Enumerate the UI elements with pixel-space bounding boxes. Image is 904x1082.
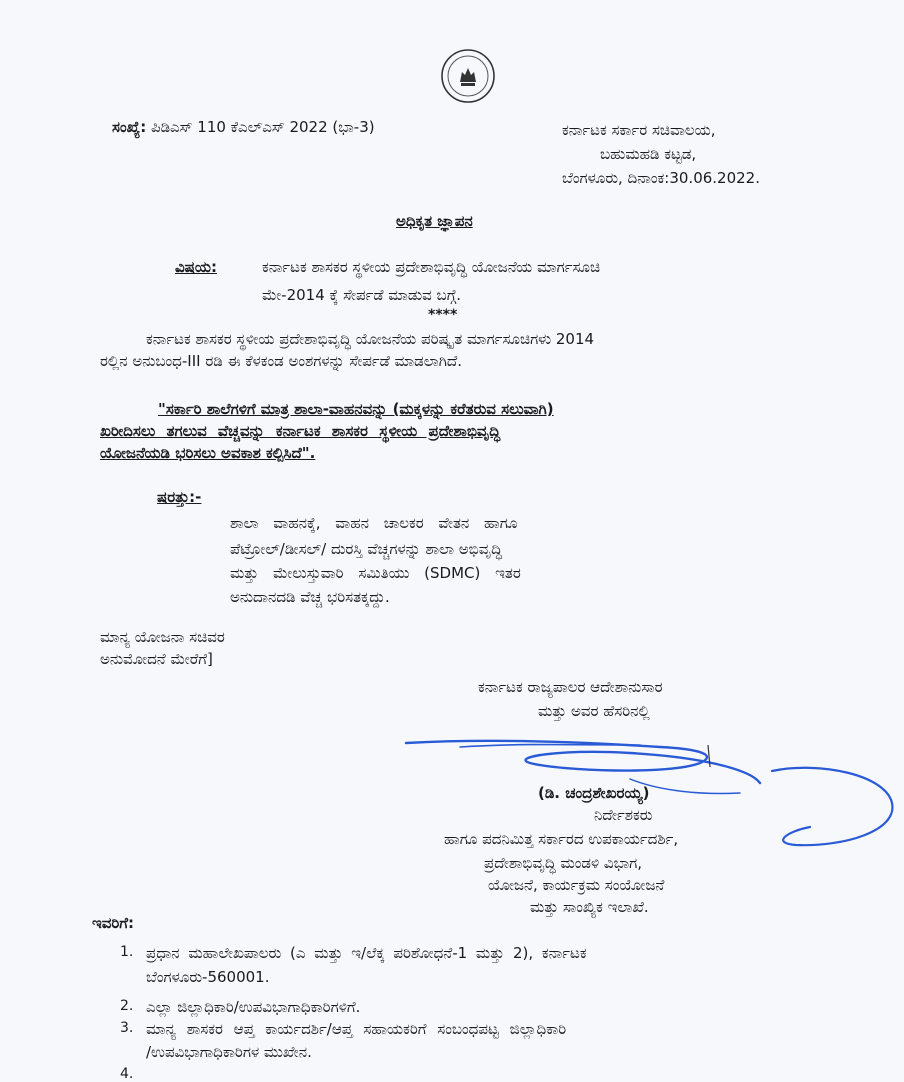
subject-line: ಮೇ-2014 ಕ್ಕೆ ಸೇರ್ಪಡೆ ಮಾಡುವ ಬಗ್ಗೆ.	[262, 286, 462, 304]
office-line: ಕರ್ನಾಟಕ ಸರ್ಕಾರ ಸಚಿವಾಲಯ,	[562, 121, 716, 139]
recipient-line: ಎಲ್ಲಾ ಜಿಲ್ಲಾಧಿಕಾರಿ/ಉಪವಿಭಾಗಾಧಿಕಾರಿಗಳಿಗೆ.	[146, 998, 361, 1016]
approval-line: ಮಾನ್ಯ ಯೋಜನಾ ಸಚಿವರ	[100, 628, 225, 646]
intro-line: ರಲ್ಲಿನ ಅನುಬಂಧ-III ರಡಿ ಈ ಕೆಳಕಂಡ ಅಂಶಗಳನ್ನು ಸೇರ್ಪಡೆ ಮಾಡಲಾಗಿದೆ.	[100, 352, 462, 370]
recipients-label: ಇವರಿಗೆ:	[92, 914, 135, 932]
condition-line: ಶಾಲಾ ವಾಹನಕ್ಕೆ, ವಾಹನ ಚಾಲಕರ ವೇತನ ಹಾಗೂ	[230, 514, 518, 532]
recipient-number: 4.	[120, 1066, 134, 1082]
karnataka-emblem-icon	[440, 48, 496, 104]
recipient-number: 3.	[120, 1020, 134, 1036]
reference-number: ಪಿಡಿಎಸ್ 110 ಕೆಎಲ್ಎಸ್ 2022 (ಭಾ-3)	[150, 118, 375, 136]
reference-line	[112, 118, 375, 136]
recipient-number: 2.	[120, 998, 134, 1014]
recipient-line: /ಉಪವಿಭಾಗಾಧಿಕಾರಿಗಳ ಮುಖೇನ.	[146, 1043, 312, 1061]
subject-separator: ****	[428, 307, 458, 323]
condition-line: ಮತ್ತು ಮೇಲುಸ್ತುವಾರಿ ಸಮಿತಿಯು (SDMC) ಇತರ	[230, 564, 521, 582]
memo-title: ಅಧಿಕೃತ ಜ್ಞಾಪನ	[396, 212, 473, 230]
quote-line: ಖರೀದಿಸಲು ತಗಲುವ ವೆಚ್ಚವನ್ನು ಕರ್ನಾಟಕ ಶಾಸಕರ ಸ್ಥಳೀಯ ಪ್ರದೇಶಾಭಿವೃದ್ಧಿ	[100, 422, 501, 440]
condition-label: ಷರತ್ತು:-	[157, 488, 202, 506]
recipient-number: 1.	[120, 944, 134, 960]
quote-line: ಯೋಜನೆಯಡಿ ಭರಿಸಲು ಅವಕಾಶ ಕಲ್ಪಿಸಿದೆ".	[100, 444, 316, 462]
condition-line: ಅನುದಾನದಡಿ ವೆಚ್ಚ ಭರಿಸತಕ್ಕದ್ದು.	[230, 588, 390, 606]
subject-label: ವಿಷಯ:	[175, 258, 217, 276]
approval-line: ಅನುಮೋದನೆ ಮೇರೆಗೆ]	[100, 650, 213, 668]
recipient-line: ಬೆಂಗಳೂರು-560001.	[146, 968, 270, 986]
authority-line: ಮತ್ತು ಅವರ ಹೆಸರಿನಲ್ಲಿ	[538, 702, 650, 720]
condition-line: ಪೆಟ್ರೋಲ್/ಡೀಸಲ್/ ದುರಸ್ತಿ ವೆಚ್ಚಗಳನ್ನು ಶಾಲಾ ಅಭಿವೃದ್ಧಿ	[230, 540, 503, 558]
signatory-designation: ಪ್ರದೇಶಾಭಿವೃದ್ಧಿ ಮಂಡಳಿ ವಿಭಾಗ,	[484, 854, 643, 872]
authority-line: ಕರ್ನಾಟಕ ರಾಜ್ಯಪಾಲರ ಆದೇಶಾನುಸಾರ	[478, 678, 663, 696]
office-address	[562, 118, 760, 190]
signatory-designation: ಮತ್ತು ಸಾಂಖ್ಯಿಕ ಇಲಾಖೆ.	[530, 898, 649, 916]
office-line: ಬೆಂಗಳೂರು, ದಿನಾಂಕ:30.06.2022.	[562, 169, 760, 187]
signatory-name: (ಡಿ. ಚಂದ್ರಶೇಖರಯ್ಯ)	[538, 784, 650, 802]
office-line: ಬಹುಮಹಡಿ ಕಟ್ಟಡ,	[600, 145, 697, 163]
recipient-line: ಮಾನ್ಯ ಶಾಸಕರ ಆಪ್ತ ಕಾರ್ಯದರ್ಶಿ/ಆಪ್ತ ಸಹಾಯಕರಿಗೆ ಸಂಬಂಧಪಟ್ಟ ಜಿಲ್ಲಾಧಿಕಾರಿ	[146, 1020, 567, 1038]
subject-line: ಕರ್ನಾಟಕ ಶಾಸಕರ ಸ್ಥಳೀಯ ಪ್ರದೇಶಾಭಿವೃದ್ಧಿ ಯೋಜನೆಯ ಮಾರ್ಗಸೂಚಿ	[262, 258, 601, 276]
signatory-designation: ಯೋಜನೆ, ಕಾರ್ಯಕ್ರಮ ಸಂಯೋಜನೆ	[488, 876, 665, 894]
quote-line: "ಸರ್ಕಾರಿ ಶಾಲೆಗಳಿಗೆ ಮಾತ್ರ ಶಾಲಾ-ವಾಹನವನ್ನು (ಮಕ್ಕಳನ್ನು ಕರೆತರುವ ಸಲುವಾಗಿ)	[158, 400, 554, 418]
intro-line: ಕರ್ನಾಟಕ ಶಾಸಕರ ಸ್ಥಳೀಯ ಪ್ರದೇಶಾಭಿವೃದ್ಧಿ ಯೋಜನೆಯ ಪರಿಷ್ಕೃತ ಮಾರ್ಗಸೂಚಿಗಳು 2014	[146, 330, 595, 348]
signatory-designation: ನಿರ್ದೇಶಕರು	[594, 806, 653, 824]
signatory-designation: ಹಾಗೂ ಪದನಿಮಿತ್ತ ಸರ್ಕಾರದ ಉಪಕಾರ್ಯದರ್ಶಿ,	[444, 830, 679, 848]
recipient-line: ಪ್ರಧಾನ ಮಹಾಲೇಖಪಾಲರು (ಎ ಮತ್ತು ಇ/ಲೆಕ್ಕ ಪರಿಶೋಧನೆ-1 ಮತ್ತು 2), ಕರ್ನಾಟಕ	[146, 944, 587, 962]
reference-label: ಸಂಖ್ಯೆ:	[112, 118, 147, 136]
